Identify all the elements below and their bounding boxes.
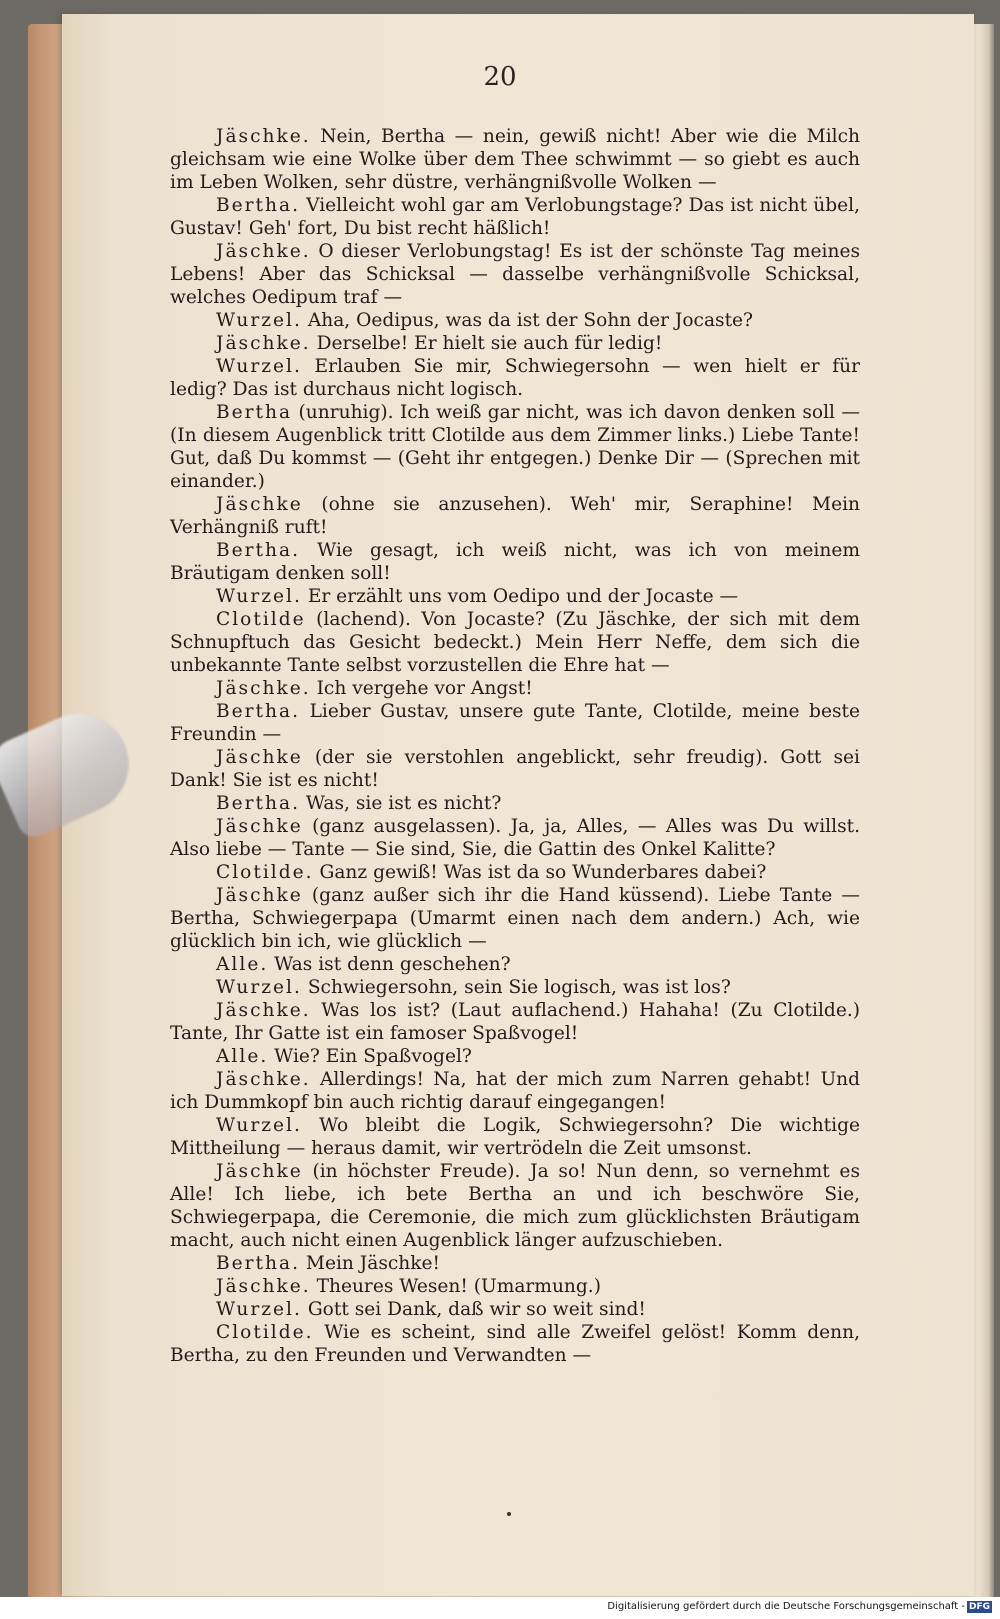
digitization-footer xyxy=(607,1599,992,1615)
dialogue-line xyxy=(170,1160,860,1252)
speaker-name: Bertha xyxy=(216,402,293,423)
dialogue-line xyxy=(170,1275,860,1298)
dfg-logo: DFG xyxy=(968,1602,990,1612)
line-text: Derselbe! Er hielt sie auch für ledig! xyxy=(316,333,663,354)
line-text: (ganz außer sich ihr die Hand küssend). Liebe Tante — Bertha, Schwiegerpapa (Umarmt einen nach dem andern.) Ach, wie glücklich bin ich, wie glücklich — xyxy=(170,885,860,952)
dialogue-line xyxy=(170,792,860,815)
dialogue-line xyxy=(170,194,860,240)
dialogue-line xyxy=(170,677,860,700)
line-text: (in höchster Freude). Ja so! Nun denn, so vernehmt es Alle! Ich liebe, ich bete Bertha an und ich beschwöre Sie, Schwiegerpapa, die Ceremonie, die mich zum glücklichsten Bräutigam macht, auch nicht einen Augenblick länger aufzuschieben. xyxy=(170,1161,860,1251)
line-text: Ich vergehe vor Angst! xyxy=(316,678,533,699)
speaker-name: Jäschke xyxy=(216,816,303,837)
dialogue-line xyxy=(170,746,860,792)
line-text: Erlauben Sie mir, Schwiegersohn — wen hielt er für ledig? Das ist durchaus nicht logisch. xyxy=(170,356,860,400)
line-text: Schwiegersohn, sein Sie logisch, was ist los? xyxy=(307,977,731,998)
speaker-name: Jäschke. xyxy=(216,678,311,699)
line-text: Lieber Gustav, unsere gute Tante, Clotilde, meine beste Freundin — xyxy=(170,701,860,745)
dialogue-line xyxy=(170,815,860,861)
line-text: Allerdings! Na, hat der mich zum Narren gehabt! Und ich Dummkopf bin auch richtig darauf eingegangen! xyxy=(170,1069,860,1113)
dialogue-line xyxy=(170,1068,860,1114)
line-text: Theures Wesen! (Umarmung.) xyxy=(316,1276,601,1297)
speaker-name: Clotilde. xyxy=(216,862,314,883)
line-text: Gott sei Dank, daß wir so weit sind! xyxy=(307,1299,646,1320)
speaker-name: Bertha. xyxy=(216,195,300,216)
speaker-name: Jäschke. xyxy=(216,1069,311,1090)
speaker-name: Wurzel. xyxy=(216,356,302,377)
speaker-name: Bertha. xyxy=(216,540,300,561)
speaker-name: Bertha. xyxy=(216,1253,300,1274)
dialogue-line xyxy=(170,861,860,884)
line-text: (der sie verstohlen angeblickt, sehr freudig). Gott sei Dank! Sie ist es nicht! xyxy=(170,747,860,791)
dialogue-line xyxy=(170,355,860,401)
line-text: Er erzählt uns vom Oedipo und der Jocaste — xyxy=(307,586,739,607)
dialogue-line xyxy=(170,1045,860,1068)
speaker-name: Jäschke xyxy=(216,747,303,768)
dialogue-line xyxy=(170,608,860,677)
speaker-name: Jäschke. xyxy=(216,1000,311,1021)
line-text: Was, sie ist es nicht? xyxy=(305,793,502,814)
dialogue-line xyxy=(170,976,860,999)
dialogue-line xyxy=(170,309,860,332)
speaker-name: Wurzel. xyxy=(216,1299,302,1320)
speaker-name: Clotilde xyxy=(216,609,306,630)
speaker-name: Jäschke. xyxy=(216,241,311,262)
dialogue-line xyxy=(170,1298,860,1321)
line-text: (lachend). Von Jocaste? (Zu Jäschke, der sich mit dem Schnupftuch das Gesicht bedeckt.) Mein Herr Neffe, dem sich die unbekannte Tante selbst vorzustellen die Ehre hat — xyxy=(170,609,860,676)
dialogue-line xyxy=(170,1321,860,1367)
dialogue-line xyxy=(170,953,860,976)
book-right-edge xyxy=(980,24,994,1599)
speaker-name: Jäschke xyxy=(216,1161,303,1182)
footer-text: Digitalisierung gefördert durch die Deutsche Forschungsgemeinschaft - xyxy=(607,1601,965,1612)
speaker-name: Bertha. xyxy=(216,793,300,814)
line-text: Vielleicht wohl gar am Verlobungstage? Das ist nicht übel, Gustav! Geh' fort, Du bist recht häßlich! xyxy=(170,195,860,239)
page-number: 20 xyxy=(483,62,517,92)
line-text: Aha, Oedipus, was da ist der Sohn der Jocaste? xyxy=(307,310,754,331)
speaker-name: Wurzel. xyxy=(216,977,302,998)
line-text: (ganz ausgelassen). Ja, ja, Alles, — Alles was Du willst. Also liebe — Tante — Sie sind, Sie, die Gattin des Onkel Kalitte? xyxy=(170,816,860,860)
line-text: O dieser Verlobungstag! Es ist der schönste Tag meines Lebens! Aber das Schicksal — dasselbe verhängnißvolle Schicksal, welches Oedipum traf — xyxy=(170,241,860,308)
speaker-name: Wurzel. xyxy=(216,310,302,331)
dialogue-line xyxy=(170,539,860,585)
dialogue-line xyxy=(170,1114,860,1160)
speaker-name: Jäschke. xyxy=(216,1276,311,1297)
line-text: (unruhig). Ich weiß gar nicht, was ich davon denken soll — (In diesem Augenblick tritt Clotilde aus dem Zimmer links.) Liebe Tante! Gut, daß Du kommst — (Geht ihr entgegen.) Denke Dir — (Sprechen mit einander.) xyxy=(170,402,860,492)
dialogue-line xyxy=(170,884,860,953)
ink-dot xyxy=(507,1512,511,1516)
line-text: Wie? Ein Spaßvogel? xyxy=(274,1046,472,1067)
line-text: Nein, Bertha — nein, gewiß nicht! Aber wie die Milch gleichsam wie eine Wolke über dem Thee schwimmt — so giebt es auch im Leben Wolken, sehr düstre, verhängnißvolle Wolken — xyxy=(170,126,860,193)
speaker-name: Jäschke. xyxy=(216,333,311,354)
speaker-name: Alle. xyxy=(216,954,269,975)
speaker-name: Jäschke. xyxy=(216,126,311,147)
speaker-name: Clotilde. xyxy=(216,1322,314,1343)
dialogue-line xyxy=(170,332,860,355)
dialogue-line xyxy=(170,401,860,493)
dialogue-line xyxy=(170,125,860,194)
speaker-name: Alle. xyxy=(216,1046,269,1067)
dialogue-line xyxy=(170,493,860,539)
line-text: (ohne sie anzusehen). Weh' mir, Seraphine! Mein Verhängniß ruft! xyxy=(170,494,860,538)
dialogue-text xyxy=(170,125,860,1367)
speaker-name: Jäschke xyxy=(216,885,303,906)
line-text: Wie gesagt, ich weiß nicht, was ich von meinem Bräutigam denken soll! xyxy=(170,540,860,584)
dialogue-line xyxy=(170,585,860,608)
line-text: Was ist denn geschehen? xyxy=(274,954,511,975)
line-text: Wo bleibt die Logik, Schwiegersohn? Die wichtige Mittheilung — heraus damit, wir vertrödeln die Zeit umsonst. xyxy=(170,1115,860,1159)
dialogue-line xyxy=(170,1252,860,1275)
line-text: Mein Jäschke! xyxy=(305,1253,441,1274)
dialogue-line xyxy=(170,999,860,1045)
speaker-name: Jäschke xyxy=(216,494,303,515)
dialogue-line xyxy=(170,700,860,746)
line-text: Was los ist? (Laut auflachend.) Hahaha! (Zu Clotilde.) Tante, Ihr Gatte ist ein famoser Spaßvogel! xyxy=(170,1000,860,1044)
dialogue-line xyxy=(170,240,860,309)
speaker-name: Wurzel. xyxy=(216,586,302,607)
line-text: Ganz gewiß! Was ist da so Wunderbares dabei? xyxy=(319,862,767,883)
line-text: Wie es scheint, sind alle Zweifel gelöst! Komm denn, Bertha, zu den Freunden und Verwandten — xyxy=(170,1322,860,1366)
speaker-name: Wurzel. xyxy=(216,1115,302,1136)
speaker-name: Bertha. xyxy=(216,701,300,722)
